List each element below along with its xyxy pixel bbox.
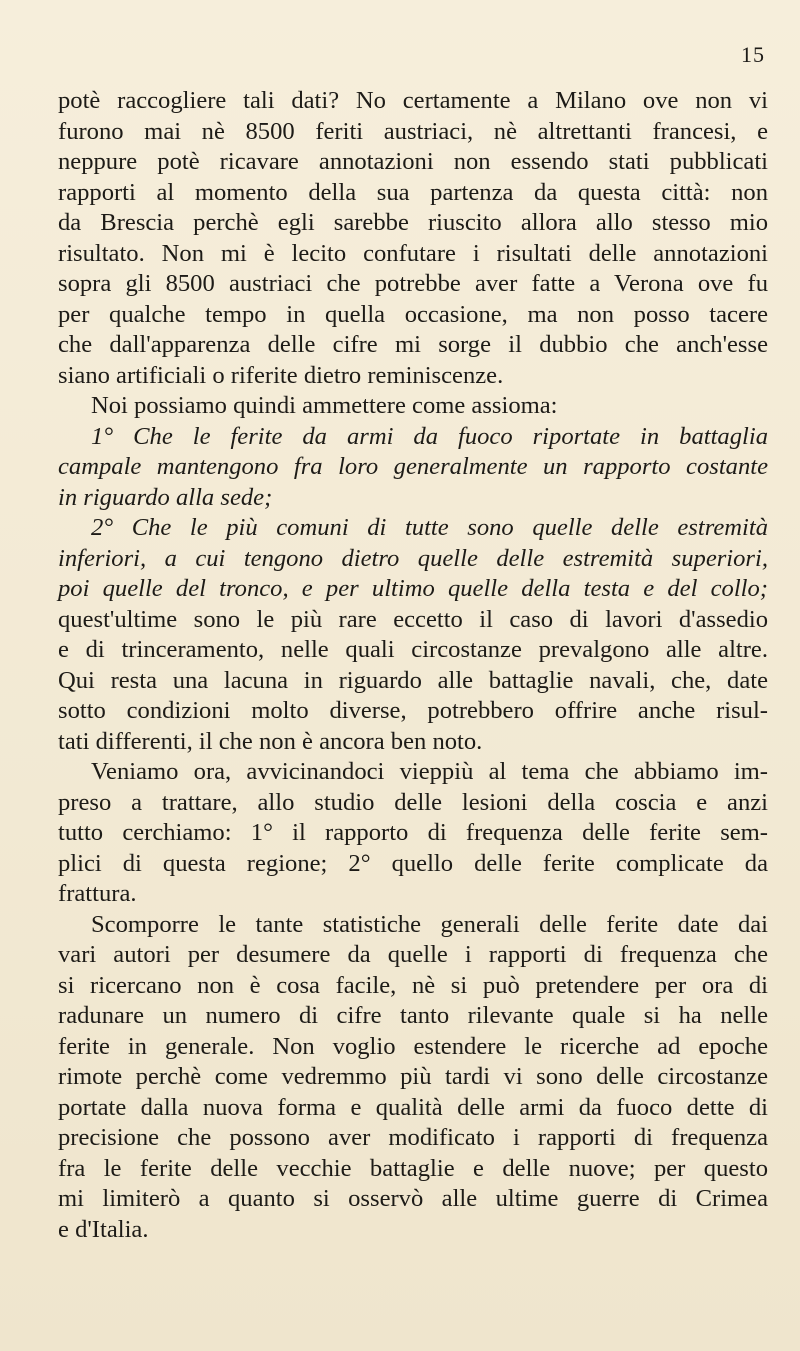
text-line: inferiori, a cui tengono dietro quelle delle estremità superiori, <box>58 544 768 572</box>
text-line: mi limiterò a quanto si osservò alle ultime guerre di Crimea <box>58 1185 768 1212</box>
text-line: e di trinceramento, nelle quali circostanze prevalgono alle altre. <box>58 636 768 663</box>
text-line: 2° Che le più comuni di tutte sono quelle delle estremità <box>91 514 768 541</box>
text-line: rimote perchè come vedremmo più tardi vi sono delle circostanze <box>58 1063 768 1090</box>
text-line: Noi possiamo quindi ammettere come assioma: <box>91 392 558 419</box>
text-line: furono mai nè 8500 feriti austriaci, nè altrettanti francesi, e <box>58 117 768 145</box>
text-line: precisione che possono aver modificato i rapporti di frequenza <box>58 1124 768 1151</box>
text-line: campale mantengono fra loro generalmente un rapporto costante <box>58 453 768 480</box>
text-line: da Brescia perchè egli sarebbe riuscito allora allo stesso mio <box>58 209 768 236</box>
text-line: in riguardo alla sede; <box>58 483 273 511</box>
text-line: Scomporre le tante statistiche generali delle ferite date dai <box>91 910 768 938</box>
text-line: fra le ferite delle vecchie battaglie e delle nuove; per questo <box>58 1154 768 1182</box>
text-line: portate dalla nuova forma e qualità delle armi da fuoco dette di <box>58 1093 768 1121</box>
text-line: siano artificiali o riferite dietro reminiscenze. <box>58 361 504 389</box>
text-line: sotto condizioni molto diverse, potrebbero offrire anche risul- <box>58 697 768 724</box>
text-line: che dall'apparenza delle cifre mi sorge il dubbio che anch'esse <box>58 331 768 358</box>
text-line: Qui resta una lacuna in riguardo alle battaglie navali, che, date <box>58 666 768 694</box>
text-line: 1° Che le ferite da armi da fuoco riportate in battaglia <box>91 422 768 450</box>
page-number: 15 <box>741 42 765 67</box>
text-line: quest'ultime sono le più rare eccetto il caso di lavori d'assedio <box>58 605 768 633</box>
text-line: si ricercano non è cosa facile, nè si può pretendere per ora di <box>58 971 768 999</box>
text-line: sopra gli 8500 austriaci che potrebbe aver fatte a Verona ove fu <box>58 270 768 297</box>
text-line: rapporti al momento della sua partenza da questa città: non <box>58 178 768 206</box>
text-line: neppure potè ricavare annotazioni non essendo stati pubblicati <box>58 148 768 175</box>
body-text <box>58 86 768 1245</box>
text-line: potè raccogliere tali dati? No certamente a Milano ove non vi <box>58 87 768 114</box>
text-line: radunare un numero di cifre tanto rilevante quale si ha nelle <box>58 1002 768 1029</box>
text-line: Veniamo ora, avvicinandoci vieppiù al tema che abbiamo im- <box>91 758 768 785</box>
text-line: tutto cerchiamo: 1° il rapporto di frequenza delle ferite sem- <box>58 819 768 846</box>
text-line: risultato. Non mi è lecito confutare i risultati delle annotazioni <box>58 239 768 267</box>
text-line: per qualche tempo in quella occasione, ma non posso tacere <box>58 300 768 328</box>
text-line: ferite in generale. Non voglio estendere le ricerche ad epoche <box>58 1032 768 1060</box>
text-line: plici di questa regione; 2° quello delle ferite complicate da <box>58 849 768 877</box>
text-line: frattura. <box>58 880 137 907</box>
text-line: tati differenti, il che non è ancora ben noto. <box>58 727 483 755</box>
text-line: vari autori per desumere da quelle i rapporti di frequenza che <box>58 941 768 968</box>
text-line: poi quelle del tronco, e per ultimo quelle della testa e del collo; <box>58 575 768 602</box>
text-line: preso a trattare, allo studio delle lesioni della coscia e anzi <box>58 788 768 816</box>
text-line: e d'Italia. <box>58 1215 149 1243</box>
